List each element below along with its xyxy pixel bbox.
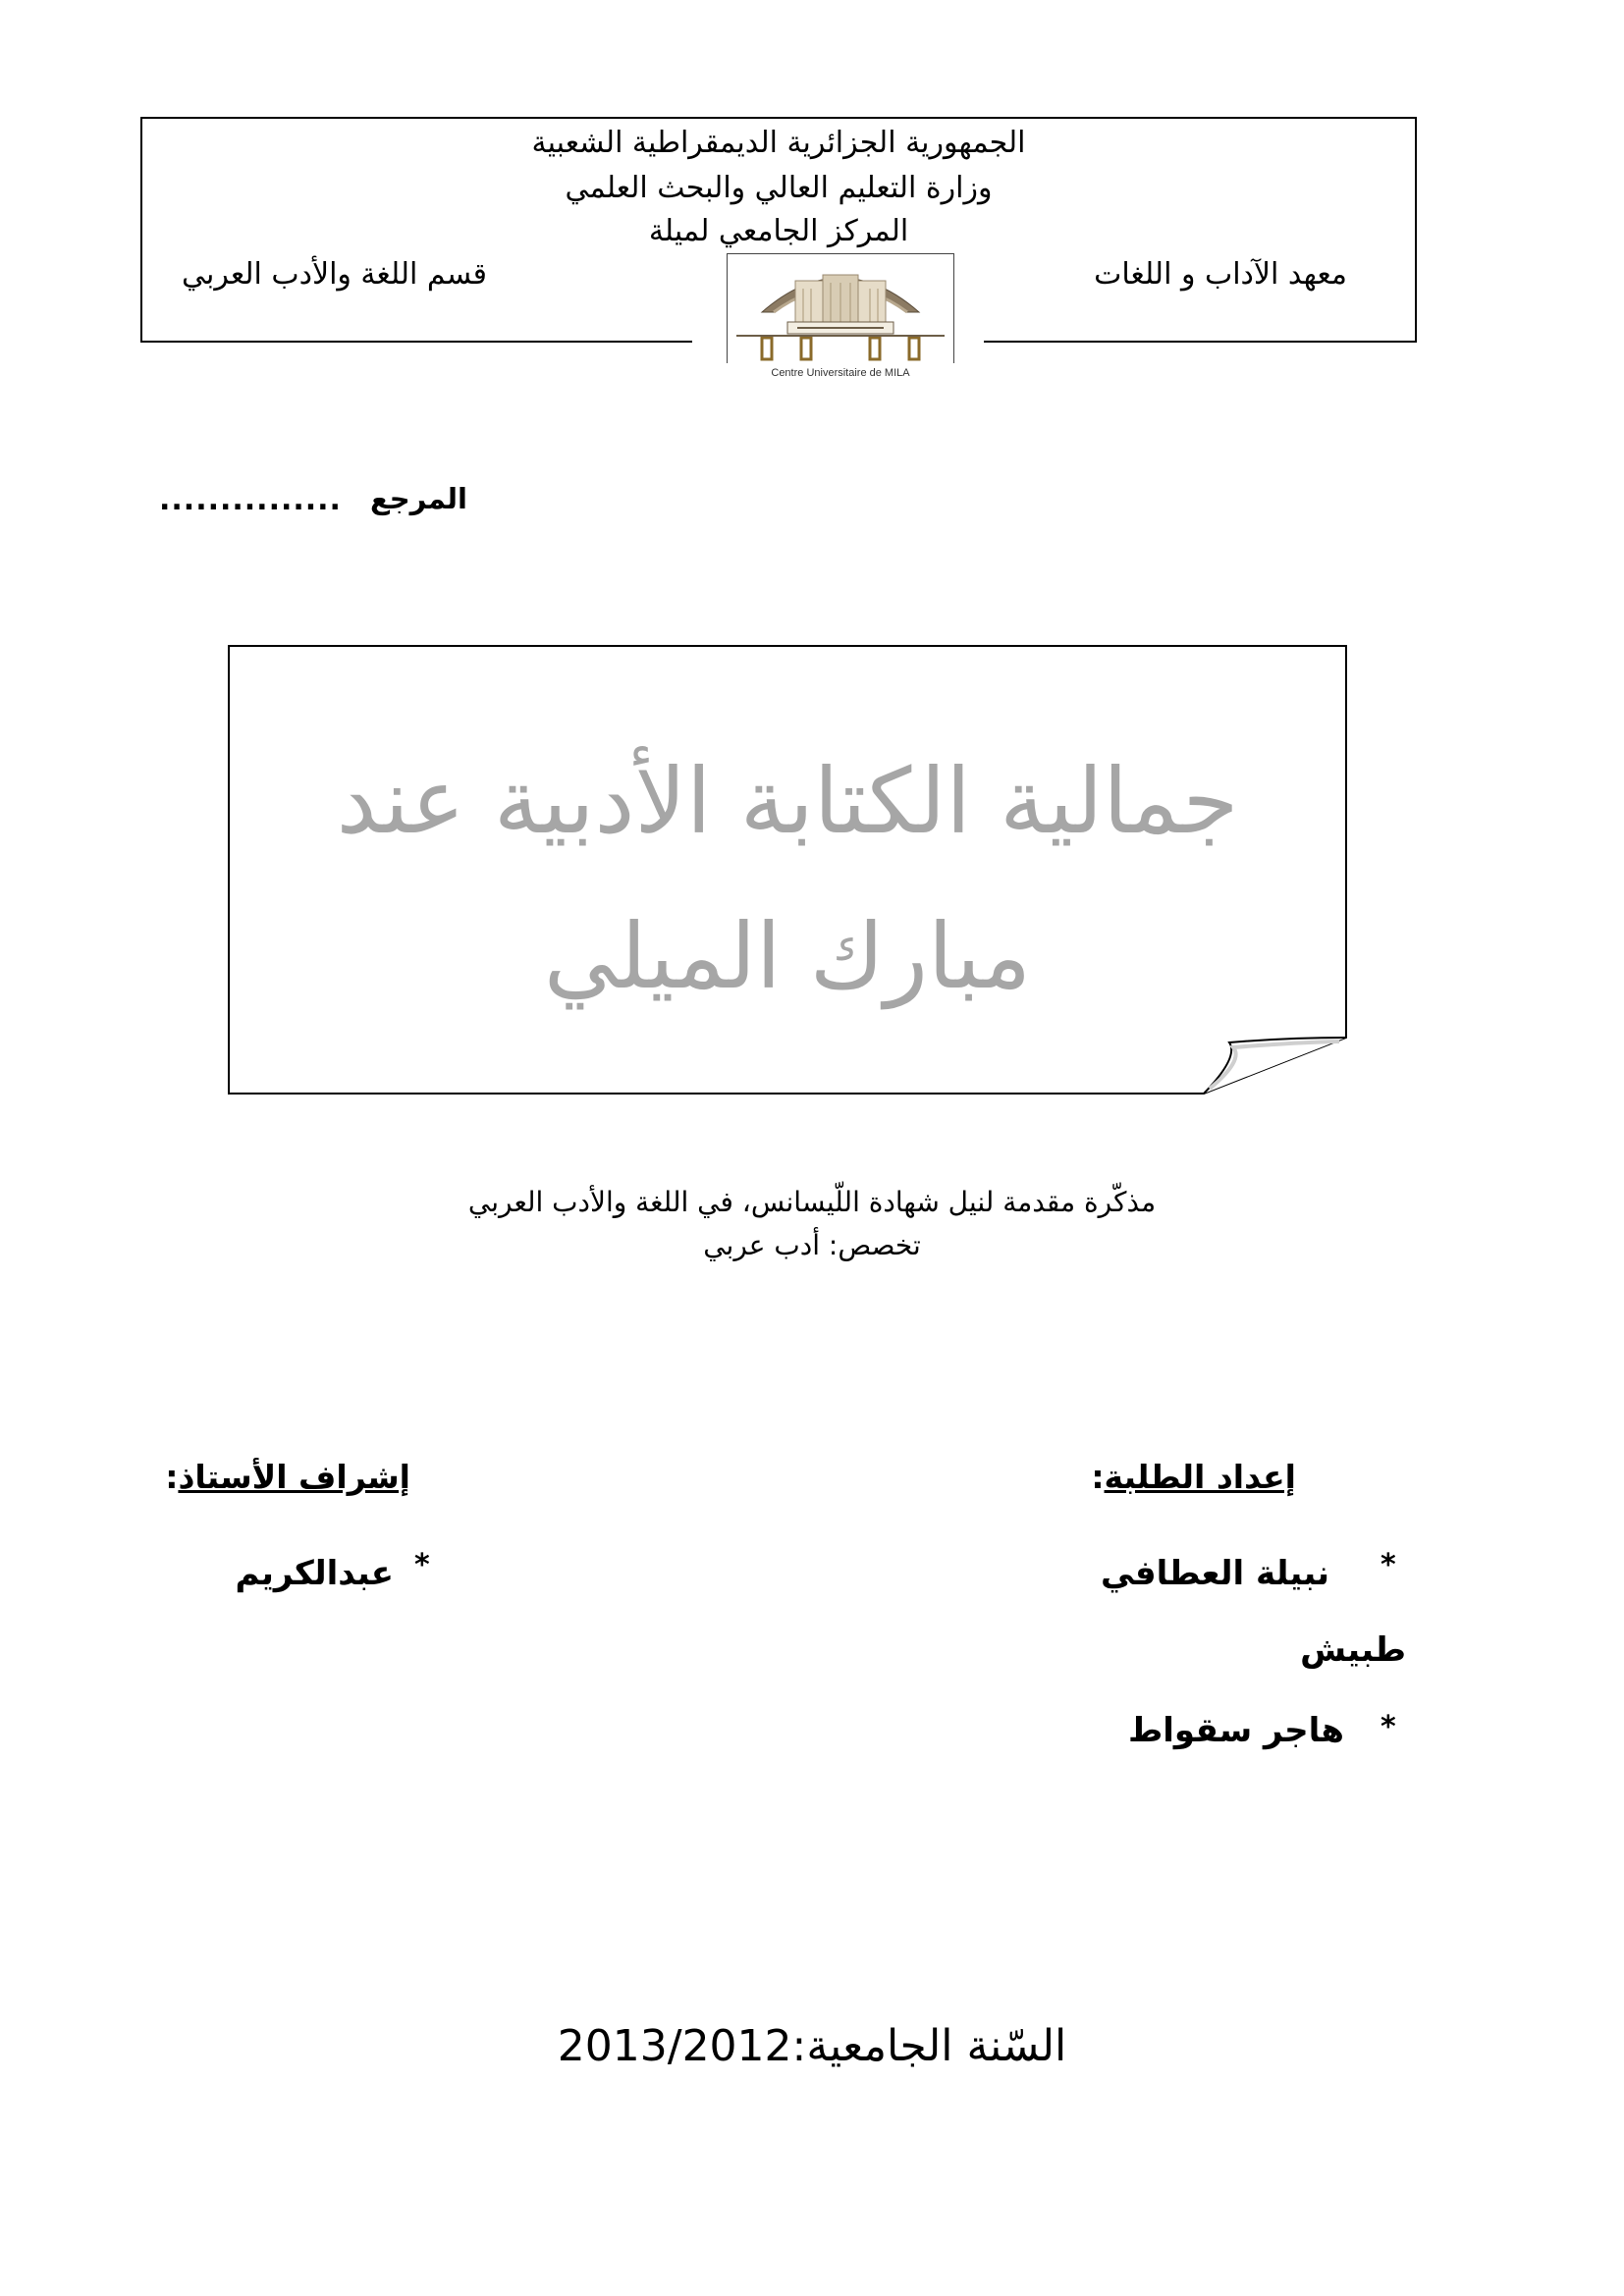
header-frame-bottom-right	[984, 341, 1417, 343]
thesis-title-line2: مبارك الميلي	[543, 904, 1032, 1009]
reference-label: المرجع	[369, 482, 467, 515]
republic-name: الجمهورية الجزائرية الديمقراطية الشعبية	[531, 126, 1026, 160]
supervisor-name: عبدالكريم	[235, 1554, 394, 1593]
supervised-by-heading	[165, 1456, 410, 1499]
academic-year	[0, 2017, 1624, 2076]
logo-caption: Centre Universitaire de MILA	[771, 367, 910, 379]
reference-dots: ...............	[159, 483, 342, 517]
university-building-icon	[727, 253, 954, 363]
bullet-star-icon: *	[1380, 1710, 1396, 1744]
university-logo	[727, 253, 954, 383]
prepared-by-heading	[1091, 1456, 1296, 1499]
thesis-purpose: مذكّرة مقدمة لنيل شهادة اللّيسانس، في اللغة والأدب العربي	[467, 1186, 1157, 1218]
supervised-by-label: إشراف الأستاذ	[178, 1458, 410, 1496]
bullet-star-icon: *	[1380, 1548, 1396, 1582]
student-name-1: نبيلة العطافي	[1100, 1554, 1329, 1593]
student-name-1-continued: طبيش	[1300, 1630, 1406, 1670]
thesis-title-line1: جمالية الكتابة الأدبية عند	[336, 749, 1239, 854]
student-name-2: هاجر سقواط	[1127, 1711, 1344, 1750]
thesis-specialization: تخصص: أدب عربي	[703, 1229, 921, 1261]
ministry-name: وزارة التعليم العالي والبحث العلمي	[565, 171, 993, 205]
department-name: قسم اللغة والأدب العربي	[181, 257, 487, 292]
academic-year-label: السّنة الجامعية:	[791, 2021, 1067, 2071]
institute-name: معهد الآداب و اللغات	[1094, 257, 1347, 292]
academic-year-value: 2013/2012	[557, 2021, 792, 2071]
university-center-name: المركز الجامعي لميلة	[648, 214, 909, 248]
supervised-by-colon: :	[165, 1458, 179, 1496]
prepared-by-colon: :	[1091, 1458, 1105, 1496]
title-frame	[228, 645, 1347, 1095]
bullet-star-icon: *	[414, 1548, 430, 1582]
prepared-by-label: إعداد الطلبة	[1104, 1458, 1296, 1496]
header-frame-bottom-left	[140, 341, 692, 343]
